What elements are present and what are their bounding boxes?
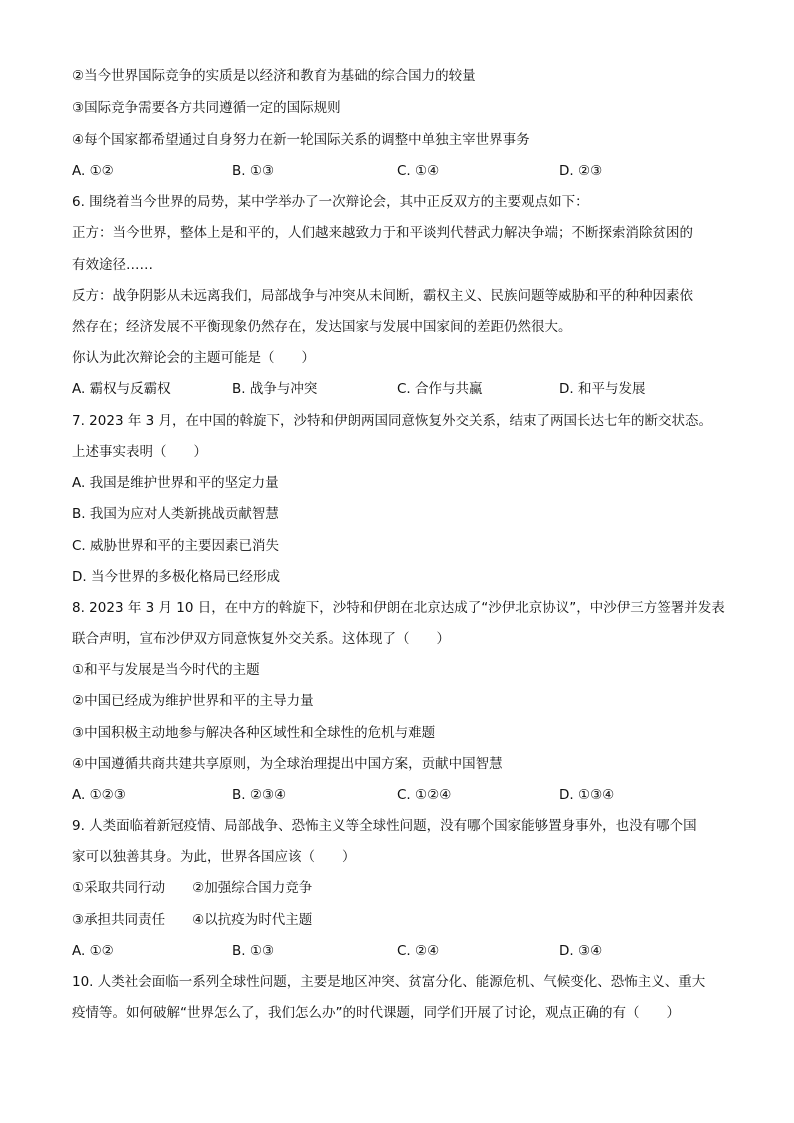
- q6-question: 你认为此次辩论会的主题可能是（ ）: [72, 350, 315, 366]
- q8-options: [72, 785, 732, 805]
- q8-statement-4: ④中国遵循共商共建共享原则，为全球治理提出中国方案，贡献中国智慧: [72, 756, 503, 772]
- q6-pro-line-1: 正方：当今世界，整体上是和平的，人们越来越致力于和平谈判代替武力解决争端；不断探索消除贫困的: [72, 225, 693, 241]
- q8-option-b[interactable]: B. ②③④: [232, 787, 287, 803]
- q7-option-d[interactable]: D. 当今世界的多极化格局已经形成: [72, 569, 280, 585]
- q9-stem-line-1: 9. 人类面临着新冠疫情、局部战争、恐怖主义等全球性问题，没有哪个国家能够置身事外，也没有哪个国: [72, 818, 697, 834]
- q9-stem-line-2: 家可以独善其身。为此，世界各国应该（ ）: [72, 849, 356, 865]
- q8-stem-line-2: 联合声明，宣布沙伊双方同意恢复外交关系。这体现了（ ）: [72, 631, 450, 647]
- q5-statement-3: ③国际竞争需要各方共同遵循一定的国际规则: [72, 100, 341, 116]
- q9-option-d[interactable]: D. ③④: [559, 943, 603, 959]
- q6-options: [72, 379, 732, 399]
- q8-statement-1: ①和平与发展是当今时代的主题: [72, 662, 260, 678]
- q5-statement-2: ②当今世界国际竞争的实质是以经济和教育为基础的综合国力的较量: [72, 68, 476, 84]
- q5-statement-4: ④每个国家都希望通过自身努力在新一轮国际关系的调整中单独主宰世界事务: [72, 132, 530, 148]
- q7-stem-line-2: 上述事实表明（ ）: [72, 444, 207, 460]
- q5-option-c[interactable]: C. ①④: [397, 163, 440, 179]
- q5-option-a[interactable]: A. ①②: [72, 163, 114, 179]
- q9-option-c[interactable]: C. ②④: [397, 943, 440, 959]
- q10-stem-line-1: 10. 人类社会面临一系列全球性问题，主要是地区冲突、贫富分化、能源危机、气候变化、恐怖主义、重大: [72, 974, 706, 990]
- q8-statement-3: ③中国积极主动地参与解决各种区域性和全球性的危机与难题: [72, 725, 436, 741]
- q5-option-d[interactable]: D. ②③: [559, 163, 603, 179]
- q7-option-c[interactable]: C. 威胁世界和平的主要因素已消失: [72, 538, 280, 554]
- q9-statements-row-2: ③承担共同责任 ④以抗疫为时代主题: [72, 912, 313, 928]
- q10-stem-line-2: 疫情等。如何破解“世界怎么了，我们怎么办”的时代课题，同学们开展了讨论，观点正确的有（ ）: [72, 1005, 680, 1021]
- q6-option-d[interactable]: D. 和平与发展: [559, 381, 646, 397]
- q6-option-a[interactable]: A. 霸权与反霸权: [72, 381, 171, 397]
- q9-option-a[interactable]: A. ①②: [72, 943, 114, 959]
- q9-statements-row-1: ①采取共同行动 ②加强综合国力竞争: [72, 880, 313, 896]
- q6-option-c[interactable]: C. 合作与共赢: [397, 381, 483, 397]
- q8-option-d[interactable]: D. ①③④: [559, 787, 615, 803]
- q8-option-a[interactable]: A. ①②③: [72, 787, 126, 803]
- q6-con-line-2: 然存在；经济发展不平衡现象仍然存在，发达国家与发展中国家间的差距仍然很大。: [72, 319, 572, 335]
- q5-option-b[interactable]: B. ①③: [232, 163, 275, 179]
- q7-option-a[interactable]: A. 我国是维护世界和平的坚定力量: [72, 475, 279, 491]
- q7-stem-line-1: 7. 2023 年 3 月，在中国的斡旋下，沙特和伊朗两国同意恢复外交关系，结束了两国长达七年的断交状态。: [72, 413, 712, 429]
- q8-statement-2: ②中国已经成为维护世界和平的主导力量: [72, 693, 314, 709]
- q5-options: [72, 161, 732, 181]
- q9-option-b[interactable]: B. ①③: [232, 943, 275, 959]
- q9-options: [72, 941, 732, 961]
- q6-pro-line-2: 有效途径……: [72, 257, 153, 273]
- q8-stem-line-1: 8. 2023 年 3 月 10 日，在中方的斡旋下，沙特和伊朗在北京达成了“沙伊北京协议”，中沙伊三方签署并发表: [72, 600, 725, 616]
- q8-option-c[interactable]: C. ①②④: [397, 787, 452, 803]
- q6-con-line-1: 反方：战争阴影从未远离我们，局部战争与冲突从未间断，霸权主义、民族问题等威胁和平的种种因素依: [72, 288, 693, 304]
- q6-stem: 6. 围绕着当今世界的局势，某中学举办了一次辩论会，其中正反双方的主要观点如下：: [72, 194, 589, 210]
- q7-option-b[interactable]: B. 我国为应对人类新挑战贡献智慧: [72, 506, 279, 522]
- q6-option-b[interactable]: B. 战争与冲突: [232, 381, 318, 397]
